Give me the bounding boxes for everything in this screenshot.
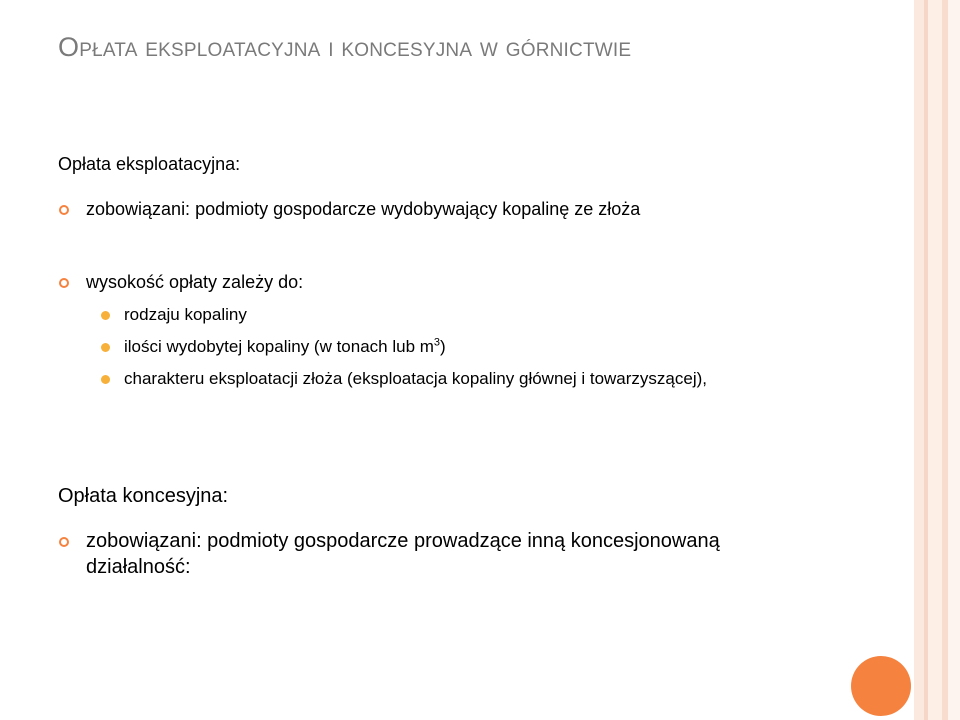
superscript-3: 3 — [433, 336, 441, 349]
dot-bullet-icon — [101, 311, 110, 320]
decorative-stripe — [928, 0, 942, 720]
ring-bullet-icon — [59, 278, 69, 288]
decorative-stripe — [948, 0, 960, 720]
decorative-circle — [851, 656, 911, 716]
section-heading-koncesyjna: Opłata koncesyjna: — [58, 485, 229, 507]
list-item-zobowiazani: zobowiązani: podmioty gospodarcze wydobywający kopalinę ze złoża — [86, 199, 641, 219]
sub-item-ilosci-text: ilości wydobytej kopaliny (w tonach lub m — [124, 337, 434, 356]
slide-title: Opłata eksploatacyjna i koncesyjna w górnictwie — [58, 32, 632, 62]
list-item-zobowiazani-koncesyjna: zobowiązani: podmioty gospodarcze prowadzące inną koncesjonowaną działalność: — [86, 530, 720, 578]
sub-item-ilosci-close: ) — [440, 337, 446, 356]
dot-bullet-icon — [101, 343, 110, 352]
decorative-stripe — [914, 0, 924, 720]
section-heading-eksploatacyjna: Opłata eksploatacyjna: — [58, 154, 241, 174]
sub-item-ilosci — [124, 335, 844, 359]
list-item-wysokosc: wysokość opłaty zależy do: — [86, 272, 304, 292]
ring-bullet-icon — [59, 205, 69, 215]
sub-item-charakteru: charakteru eksploatacji złoża (eksploatacja kopaliny głównej i towarzyszącej), — [124, 369, 707, 388]
ring-bullet-icon — [59, 537, 69, 547]
dot-bullet-icon — [101, 375, 110, 384]
sub-item-rodzaju: rodzaju kopaliny — [124, 305, 247, 324]
